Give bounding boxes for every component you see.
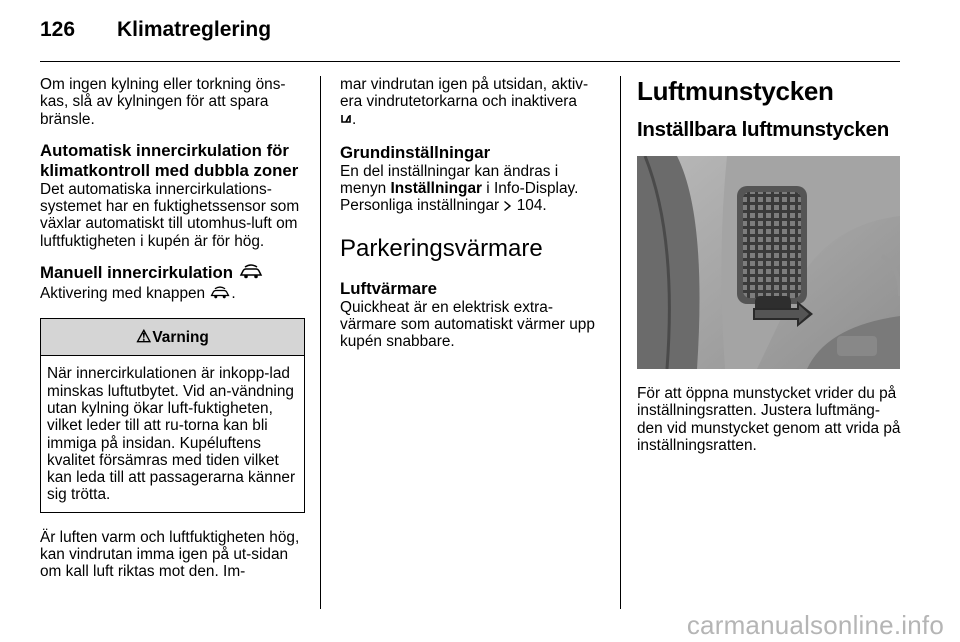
vent-instructions: För att öppna munstycket vrider du på inställningsratten. Justera luftmäng-den vid munstycket genom att vrida på inställningsratten.	[637, 385, 901, 454]
recirculation-car-icon	[209, 286, 231, 304]
rear-window-wiper-icon	[340, 113, 352, 130]
settings-menu-name: Inställningar	[390, 180, 482, 198]
intro-paragraph: Om ingen kylning eller torkning öns-kas, slå av kylningen för att spara bränsle.	[40, 76, 286, 128]
basic-settings-text-2: i Info-Display. Personliga inställningar	[340, 180, 579, 215]
warning-box	[40, 318, 305, 512]
column-1	[40, 76, 305, 581]
auto-recirculation-text: Det automatiska innercirkulations-systemet har en fuktighetssensor som växlar automatiskt till utomhus-luft om luftfuktigheten i kupén är för hög.	[40, 180, 300, 250]
header-rule	[40, 61, 900, 62]
warning-body: När innercirkulationen är inkopp-lad minskas luftutbytet. Vid an-vändning utan kylning ökar luft-fuktigheten, vilket leder till att ru-torna kan bli immiga på insidan. Kupéluftens kvalitet försämras med tiden vilket kan leda till att passagerarna känner sig trötta.	[47, 365, 296, 504]
air-vent-photo	[637, 156, 900, 369]
column-2	[340, 76, 608, 351]
column-3	[637, 76, 903, 454]
closing-paragraph: Är luften varm och luftfuktigheten hög, kan vindrutan imma igen på ut-sidan om kall luft riktas mot den. Im-	[40, 528, 300, 581]
recirculation-car-icon	[238, 264, 264, 285]
parking-heater-heading: Parkeringsvärmare	[340, 234, 543, 262]
manual-recirculation-text: Aktivering med knappen .	[40, 285, 305, 304]
basic-settings-text-1: En del inställningar kan ändras i menyn	[340, 162, 559, 198]
column-divider-2	[620, 76, 621, 609]
page-reference-arrow-icon	[503, 199, 512, 216]
auto-recirculation-heading: Automatisk innercirkulation för klimatkontroll med dubbla zoner	[40, 140, 299, 180]
adjustable-vents-heading: Inställbara luftmunstycken	[637, 118, 889, 141]
page-reference: 104.	[516, 197, 547, 215]
manual-recirculation-heading	[40, 263, 305, 285]
continued-text: mar vindrutan igen på utsidan, aktiv-era vindrutetorkarna och inaktivera	[340, 76, 589, 111]
page-number: 126	[40, 18, 76, 41]
basic-settings-text	[340, 163, 608, 217]
air-vents-heading: Luftmunstycken	[637, 76, 834, 106]
air-heater-heading: Luftvärmare	[340, 278, 437, 298]
watermark: carmanualsonline.info	[686, 610, 944, 640]
warning-triangle-icon: ⚠	[136, 327, 152, 347]
page-title: Klimatreglering	[117, 18, 272, 41]
warning-header	[41, 319, 304, 356]
basic-settings-heading: Grundinställningar	[340, 142, 491, 162]
air-heater-text: Quickheat är en elektrisk extra-värmare som automatiskt värmer upp kupén snabbare.	[340, 298, 595, 351]
continued-paragraph: mar vindrutan igen på utsidan, aktiv-era vindrutetorkarna och inaktivera .	[340, 76, 608, 130]
column-divider-1	[320, 76, 321, 609]
warning-title: Varning	[152, 329, 209, 347]
manual-recirculation-heading-text: Manuell innercirkulation	[40, 263, 234, 283]
manual-activation-text: Aktivering med knappen	[40, 285, 206, 303]
